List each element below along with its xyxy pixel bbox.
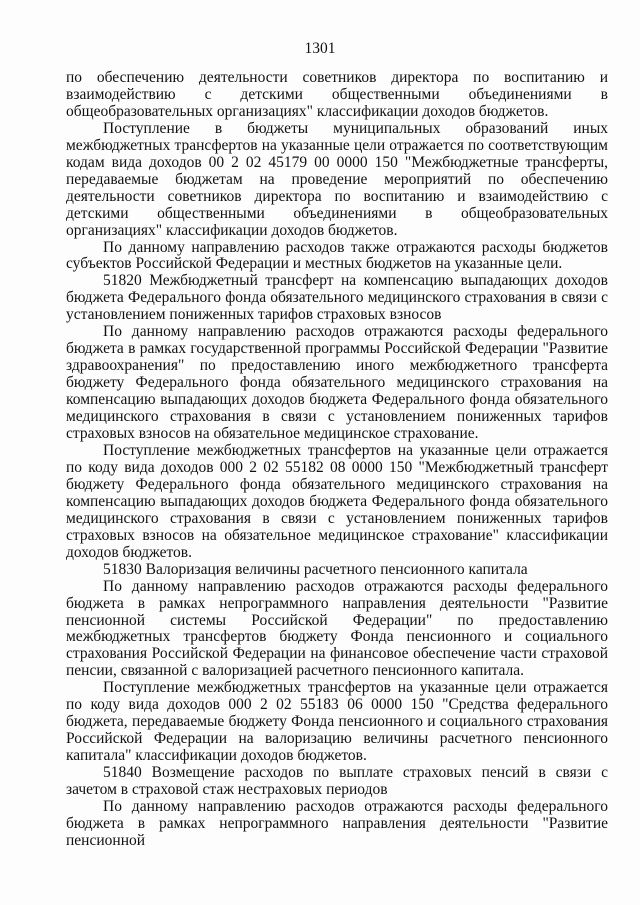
paragraph-51820-expenses: По данному направлению расходов отражаются расходы федерального бюджета в рамках государственной программы Российской Федерации "Развитие здравоохранения" по предоставлению иного межбюджетного трансферта бюджету Федерального фонда обязательного медицинского страхования на компенсацию выпадающих доходов бюджета Федерального фонда обязательного медицинского страхования в связи с установлением пониженных тарифов страховых взносов на обязательное медицинское страхование. — [66, 323, 608, 443]
page-number: 1301 — [304, 40, 336, 57]
paragraph-51820-receipts: Поступление межбюджетных трансфертов на указанные цели отражается по коду вида доходов 000 2 02 55182 08 0000 150 "Межбюджетный трансферт бюджету Федерального фонда обязательного медицинского страхования на компенсацию выпадающих доходов бюджета Федерального фонда обязательного медицинского страхования в связи с установлением пониженных тарифов страховых взносов на обязательное медицинское страхование" классификации доходов бюджетов. — [66, 441, 608, 561]
paragraph-continuation: по обеспечению деятельности советников директора по воспитанию и взаимодействию с детскими общественными объединениями в общеобразовательных организациях" классификации доходов бюджетов. — [66, 69, 608, 120]
section-heading-51820: 51820 Межбюджетный трансферт на компенсацию выпадающих доходов бюджета Федерального фонда обязательного медицинского страхования в связи с установлением пониженных тарифов страховых взносов — [66, 272, 608, 324]
section-heading-51840: 51840 Возмещение расходов по выплате страховых пенсий в связи с зачетом в страховой стаж нестраховых периодов — [66, 764, 608, 799]
section-heading-51830: 51830 Валоризация величины расчетного пенсионного капитала — [103, 560, 528, 578]
paragraph-municipal-receipts: Поступление в бюджеты муниципальных образований иных межбюджетных трансфертов на указанные цели отражается по соответствующим кодам вида доходов 00 2 02 45179 00 0000 150 "Межбюджетные трансферты, передаваемые бюджетам на проведение мероприятий по обеспечению деятельности советников директора по воспитанию и взаимодействию с детскими общественными объединениями в общеобразовательных организациях" классификации доходов бюджетов. — [66, 119, 608, 239]
document-body — [66, 70, 608, 850]
paragraph-51840-expenses: По данному направлению расходов отражаются расходы федерального бюджета в рамках непрограммного направления деятельности "Развитие пенсионной — [66, 797, 608, 849]
paragraph-51830-receipts: Поступление межбюджетных трансфертов на указанные цели отражается по коду вида доходов 000 2 02 55183 06 0000 150 "Средства федерального бюджета, передаваемые бюджету Фонда пенсионного и социального страхования Российской Федерации на валоризацию величины расчетного пенсионного капитала" классификации доходов бюджетов. — [66, 679, 608, 765]
paragraph-regional-expenses: По данному направлению расходов также отражаются расходы бюджетов субъектов Российской Федерации и местных бюджетов на указанные цели. — [66, 238, 608, 273]
paragraph-51830-expenses: По данному направлению расходов отражаются расходы федерального бюджета в рамках непрограммного направления деятельности "Развитие пенсионной системы Российской Федерации" по предоставлению межбюджетных трансфертов бюджету Фонда пенсионного и социального страхования Российской Федерации на финансовое обеспечение части страховой пенсии, связанной с валоризацией расчетного пенсионного капитала. — [66, 577, 608, 680]
